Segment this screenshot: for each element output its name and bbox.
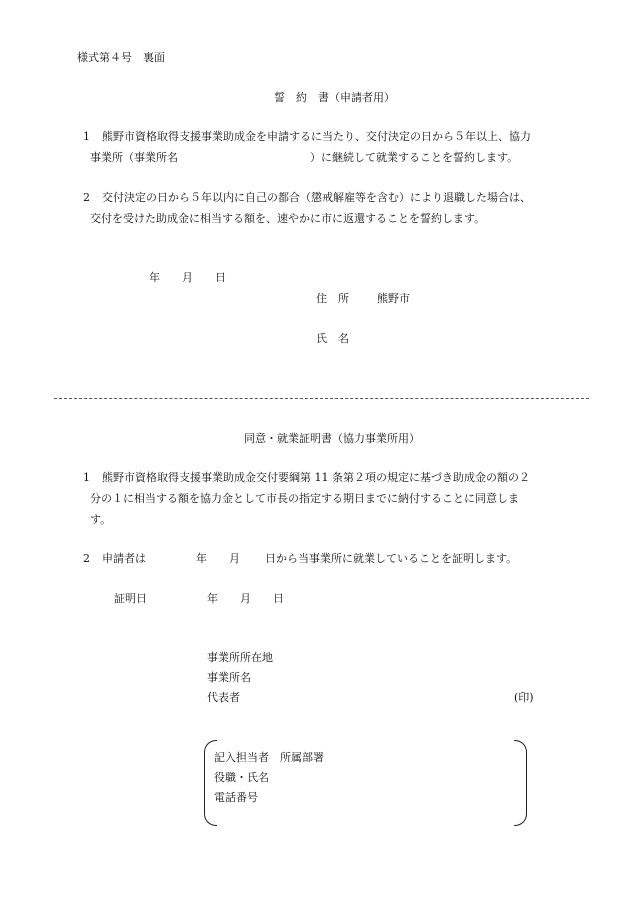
office-location-label: 事業所所在地 [207, 651, 273, 664]
pledge-item-2-number: 2 [83, 191, 90, 204]
contact-phone-label: 電話番号 [214, 791, 258, 804]
address-label: 住 所 [316, 292, 349, 305]
employment-start-date: 年 月 [196, 552, 240, 565]
office-name-label: 事業所名 [207, 671, 251, 684]
pledge-date: 年 月 日 [149, 271, 226, 284]
certificate-item-1-line-2: 分の１に相当する額を協力金として市長の指定する期日までに納付することに同意しま [90, 492, 519, 505]
certification-date-label: 証明日 [114, 592, 147, 605]
certificate-item-2-number: 2 [83, 552, 90, 565]
pledge-title: 誓 約 書（申請者用） [274, 91, 395, 104]
pledge-item-1-number: 1 [83, 130, 90, 143]
representative-label: 代表者 [207, 691, 240, 704]
contact-person-label: 記入担当者 所属部署 [214, 751, 324, 764]
employment-certification-text: 日から当事業所に就業していることを証明します。 [265, 552, 518, 565]
certificate-item-1-line-3: す。 [90, 513, 112, 526]
cut-line-divider [54, 398, 589, 399]
certificate-item-1-line-1: 熊野市資格取得支援事業助成金交付要綱第 11 条第２項の規定に基づき助成金の額の２ [102, 471, 530, 484]
seal-mark: (印) [514, 691, 534, 704]
pledge-item-1-line-2: 事業所（事業所名 ）に継続して就業することを誓約します。 [90, 151, 519, 164]
certificate-item-1-number: 1 [83, 471, 90, 484]
certificate-title: 同意・就業証明書（協力事業所用） [244, 432, 420, 445]
pledge-item-1-line-1: 熊野市資格取得支援事業助成金を申請するに当たり、交付決定の日から５年以上、協力 [102, 130, 531, 143]
pledge-item-2-line-1: 交付決定の日から５年以内に自己の都合（懲戒解雇等を含む）により退職した場合は、 [102, 191, 531, 204]
pledge-item-2-line-2: 交付を受けた助成金に相当する額を、速やかに市に返還することを誓約します。 [90, 212, 486, 225]
name-label: 氏 名 [316, 332, 349, 345]
form-number: 様式第４号 裏面 [77, 51, 165, 64]
certification-date: 年 月 日 [207, 592, 284, 605]
applicant-label: 申請者は [102, 552, 146, 565]
contact-title-name-label: 役職・氏名 [214, 771, 269, 784]
contact-bracket-right [514, 740, 527, 826]
address-value: 熊野市 [377, 292, 410, 305]
